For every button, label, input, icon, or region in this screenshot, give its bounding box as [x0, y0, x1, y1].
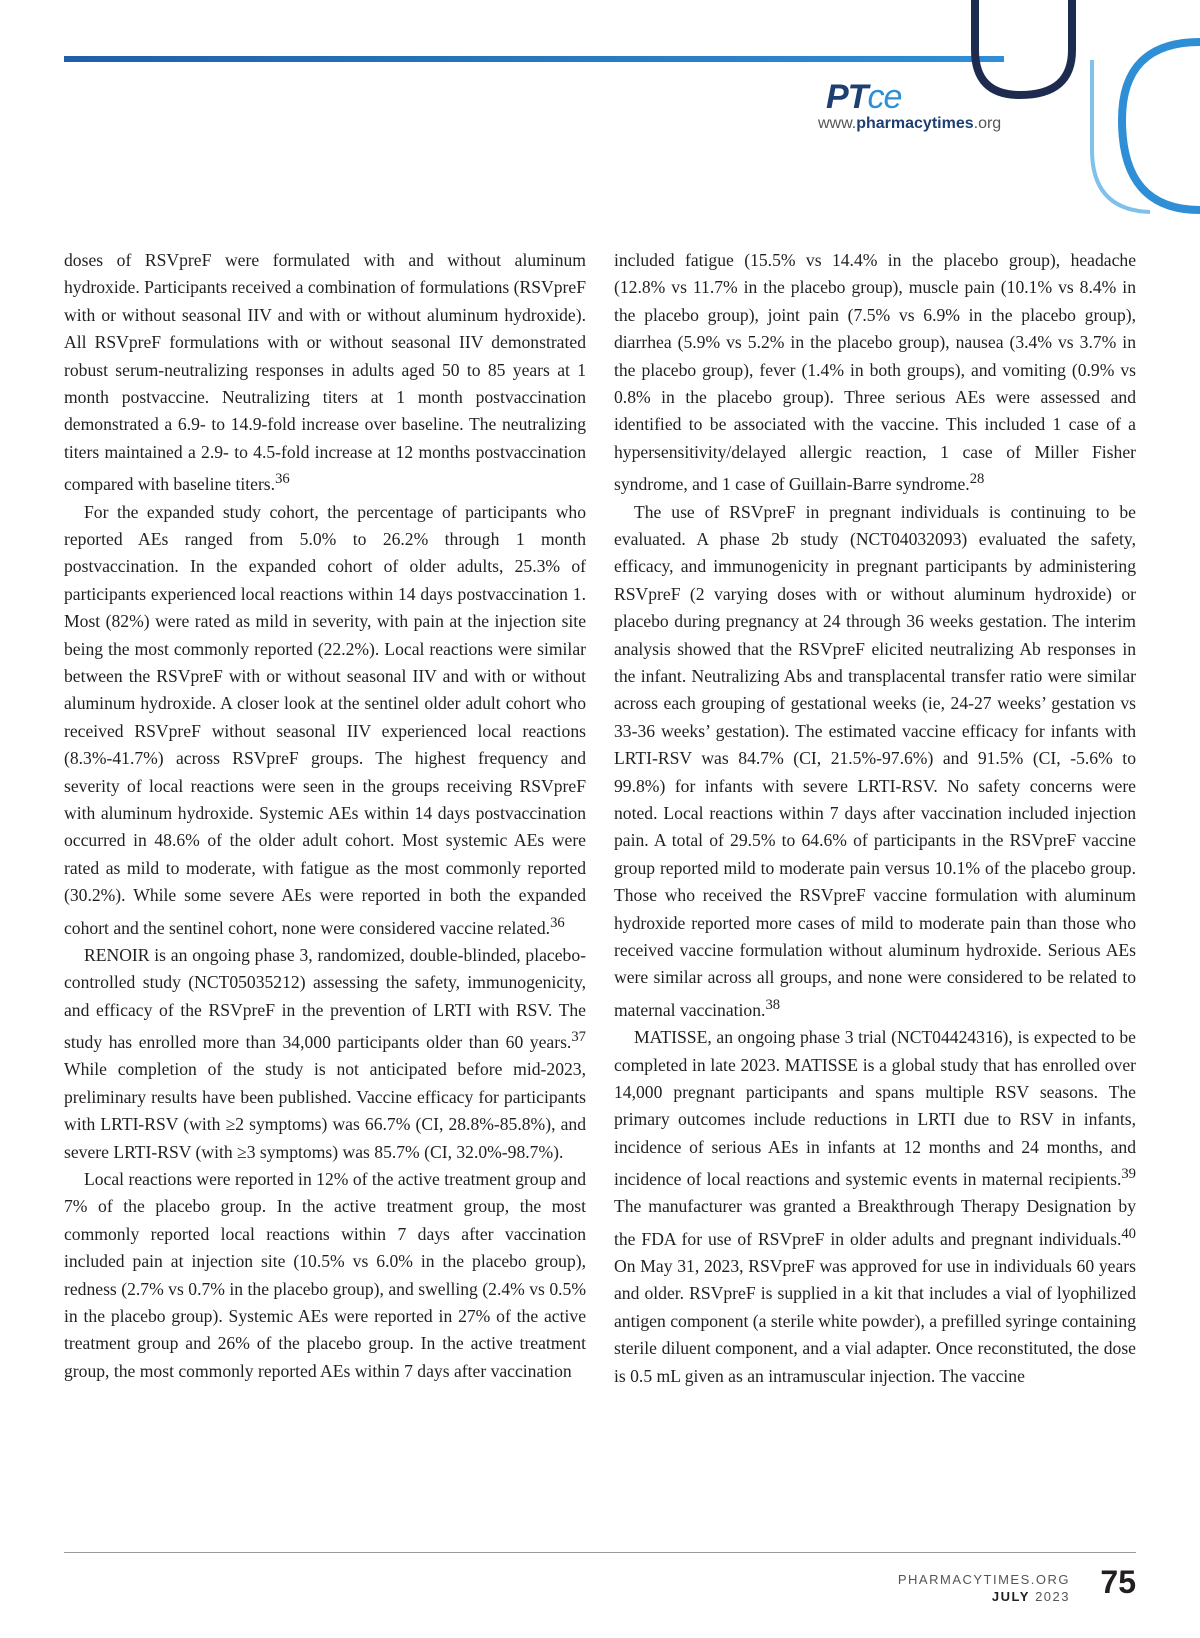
footer-month: JULY	[991, 1589, 1030, 1604]
logo-pt: PT	[826, 78, 868, 116]
article-body	[64, 247, 1136, 1390]
reference-superscript: 38	[765, 996, 781, 1013]
page-number: 75	[1100, 1564, 1136, 1600]
paragraph	[64, 1166, 586, 1385]
paragraph	[64, 247, 586, 499]
reference-superscript: 28	[969, 471, 985, 488]
logo-ce: ce	[867, 78, 902, 116]
paragraph	[614, 499, 1136, 1025]
paragraph-text: Local reactions were reported in 12% of the active treatment group and 7% of the placebo group. In the active treatment group, the most commonly reported local reactions within 7 days after vaccination included pain at injection site (10.5% vs 6.0% in the placebo group), redness (2.7% vs 0.7% in the placebo group), and swelling (2.4% vs 0.5% in the placebo group). Systemic AEs were reported in 27% of the active treatment group and 26% of the placebo group. In the active treatment group, the most commonly reported AEs within 7 days after vaccination	[64, 1168, 586, 1381]
reference-superscript: 40	[1121, 1225, 1136, 1242]
paragraph-text: On May 31, 2023, RSVpreF was approved for use in individuals 60 years and older. RSVpreF is supplied in a kit that includes a vial of lyophilized antigen component (a sterile white powder), a prefilled syringe containing sterile diluent component, and a vial adapter. Once reconstituted, the dose is 0.5 mL given as an intramuscular injection. The vaccine	[614, 1256, 1136, 1386]
reference-superscript: 37	[571, 1029, 586, 1046]
paragraph-text: For the expanded study cohort, the percentage of participants who reported AEs ranged from 5.0% to 26.2% through 1 month postvaccination. In the expanded cohort of older adults, 25.3% of participants experienced local reactions within 14 days postvaccination 1. Most (82%) were rated as mild in severity, with pain at the injection site being the most commonly reported (22.2%). Local reactions were similar between the RSVpreF with or without seasonal IIV and with or without aluminum hydroxide. A closer look at the sentinel older adult cohort who received RSVpreF without seasonal IIV experienced local reactions (8.3%-41.7%) across RSVpreF groups. The highest frequency and severity of local reactions were seen in the groups receiving RSVpreF with aluminum hydroxide. Systemic AEs within 14 days postvaccination occurred in 48.6% of the older adult cohort. Most systemic AEs were rated as mild to moderate, with fatigue as the most commonly reported (30.2%). While some severe AEs were reported in both the expanded cohort and the sentinel cohort, none were considered vaccine related.	[64, 501, 586, 938]
paragraph	[64, 499, 586, 942]
right-column	[614, 247, 1136, 1390]
logo-url-tld: .org	[973, 115, 1002, 132]
footer-rule	[64, 1552, 1136, 1553]
paragraph-text: included fatigue (15.5% vs 14.4% in the placebo group), headache (12.8% vs 11.7% in the placebo group), muscle pain (10.1% vs 8.4% in the placebo group), joint pain (7.5% vs 6.9% in the placebo group), diarrhea (5.9% vs 5.2% in the placebo group), nausea (3.4% vs 3.7% in the placebo group), fever (1.4% in both groups), and vomiting (0.9% vs 0.8% in the placebo group). Three serious AEs were assessed and identified to be associated with the vaccine. This included 1 case of a hypersensitivity/delayed allergic reaction, 1 case of Miller Fisher syndrome, and 1 case of Guillain-Barre syndrome.	[614, 250, 1136, 495]
reference-superscript: 39	[1121, 1166, 1136, 1183]
reference-superscript: 36	[550, 914, 565, 931]
footer-site: PHARMACYTIMES.ORG	[897, 1572, 1070, 1587]
footer-year: 2023	[1035, 1589, 1070, 1604]
ptce-logo	[818, 78, 1068, 138]
reference-superscript: 36	[275, 471, 290, 488]
paragraph-text: The manufacturer was granted a Breakthrough Therapy Designation by the FDA for use of RSVpreF in older adults and pregnant individuals.	[614, 1196, 1136, 1249]
paragraph-text: The use of RSVpreF in pregnant individuals is continuing to be evaluated. A phase 2b study (NCT04032093) evaluated the safety, efficacy, and immunogenicity in pregnant participants by administering RSVpreF (2 varying doses with or without aluminum hydroxide) or placebo during pregnancy at 24 through 36 weeks gestation. The interim analysis showed that the RSVpreF elicited neutralizing Ab responses in the infant. Neutralizing Abs and transplacental transfer ratio were similar across each grouping of gestational weeks (ie, 24-27 weeks’ gestation vs 33-36 weeks’ gestation). The estimated vaccine efficacy for infants with LRTI-RSV was 84.7% (CI, 21.5%-97.6%) and 91.5% (CI, -5.6% to 99.8%) for infants with severe LRTI-RSV. No safety concerns were noted. Local reactions within 7 days after vaccination included injection pain. A total of 29.5% to 64.6% of participants in the RSVpreF vaccine group reported mild to moderate pain versus 10.1% of the placebo group. Those who received the RSVpreF vaccine formulation with aluminum hydroxide reported more cases of mild to moderate pain than those who received vaccine formulation without aluminum hydroxide. Serious AEs were similar across all groups, and none were considered to be related to maternal vaccination.	[614, 501, 1136, 1020]
paragraph-text: While completion of the study is not anticipated before mid-2023, preliminary results have been published. Vaccine efficacy for participants with LRTI-RSV (with ≥2 symptoms) was 66.7% (CI, 28.8%-85.8%), and severe LRTI-RSV (with ≥3 symptoms) was 85.7% (CI, 32.0%-98.7%).	[64, 1059, 586, 1162]
logo-url-domain: pharmacytimes	[856, 115, 974, 132]
left-column	[64, 247, 586, 1390]
paragraph-text: doses of RSVpreF were formulated with and without aluminum hydroxide. Participants received a combination of formulations (RSVpreF with or without seasonal IIV and with or without aluminum hydroxide). All RSVpreF formulations with or without seasonal IIV demonstrated robust serum-neutralizing responses in adults aged 50 to 85 years at 1 month postvaccine. Neutralizing titers at 1 month postvaccination demonstrated a 6.9- to 14.9-fold increase over baseline. The neutralizing titers maintained a 2.9- to 4.5-fold increase at 12 months postvaccination compared with baseline titers.	[64, 250, 586, 495]
logo-mark	[826, 78, 901, 117]
logo-url-prefix: www.	[818, 115, 857, 132]
paragraph	[614, 247, 1136, 499]
paragraph-text: RENOIR is an ongoing phase 3, randomized, double-blinded, placebo-controlled study (NCT05035212) assessing the safety, immunogenicity, and efficacy of the RSVpreF in the prevention of LRTI with RSV. The study has enrolled more than 34,000 participants older than 60 years.	[64, 944, 586, 1052]
decor-arc-light	[1122, 42, 1200, 210]
paragraph-text: MATISSE, an ongoing phase 3 trial (NCT04424316), is expected to be completed in late 2023. MATISSE is a global study that has enrolled over 14,000 pregnant participants and spans multiple RSV seasons. The primary outcomes include reductions in LRTI due to RSV in infants, incidence of serious AEs in infants at 12 months and 24 months, and incidence of local reactions and systemic events in maternal recipients.	[614, 1027, 1136, 1189]
logo-url	[818, 115, 1001, 133]
footer-date	[992, 1589, 1070, 1604]
paragraph	[614, 1024, 1136, 1390]
paragraph	[64, 942, 586, 1166]
